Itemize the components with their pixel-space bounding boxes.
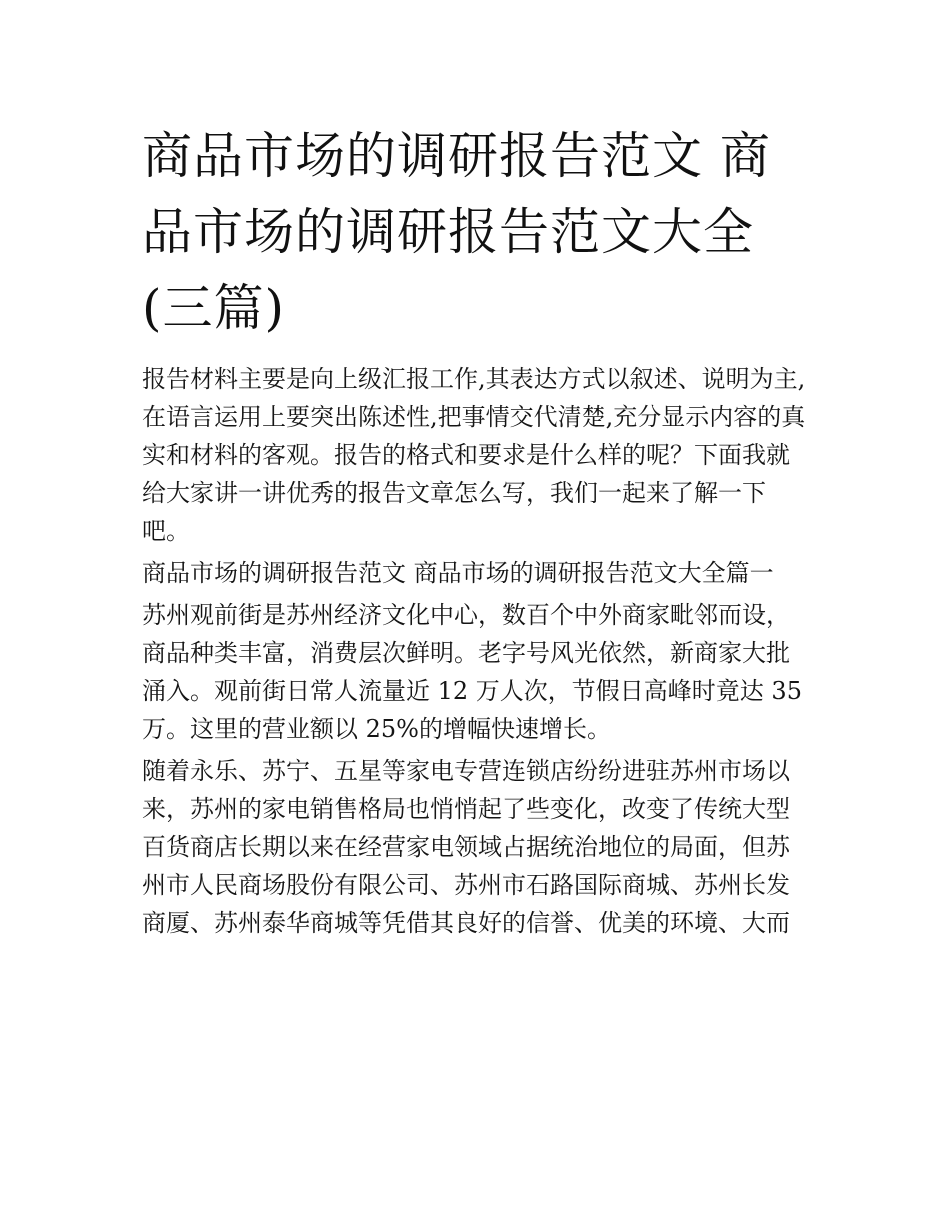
body-paragraph: 苏州观前街是苏州经济文化中心，数百个中外商家毗邻而设，商品种类丰富，消费层次鲜明。老字号风光依然，新商家大批涌入。观前街日常人流量近 12 万人次，节假日高峰时竟达 35 万。这里的营业额以 25%的增幅快速增长。 — [142, 601, 802, 743]
section-heading-paragraph: 商品市场的调研报告范文 商品市场的调研报告范文大全篇一 — [142, 559, 774, 587]
body-paragraph: 随着永乐、苏宁、五星等家电专营连锁店纷纷进驻苏州市场以来，苏州的家电销售格局也悄悄起了些变化，改变了传统大型百货商店长期以来在经营家电领域占据统治地位的局面，但苏州市人民商场股份有限公司、苏州市石路国际商城、苏州长发商厦、苏州泰华商城等凭借其良好的信誉、优美的环境、大而 — [142, 757, 790, 937]
document-page — [142, 118, 810, 946]
intro-paragraph: 报告材料主要是向上级汇报工作,其表达方式以叙述、说明为主,在语言运用上要突出陈述性,把事情交代清楚,充分显示内容的真实和材料的客观。报告的格式和要求是什么样的呢？下面我就给大家讲一讲优秀的报告文章怎么写，我们一起来了解一下吧。 — [142, 365, 806, 545]
document-title: 商品市场的调研报告范文 商品市场的调研报告范文大全(三篇) — [142, 127, 771, 337]
